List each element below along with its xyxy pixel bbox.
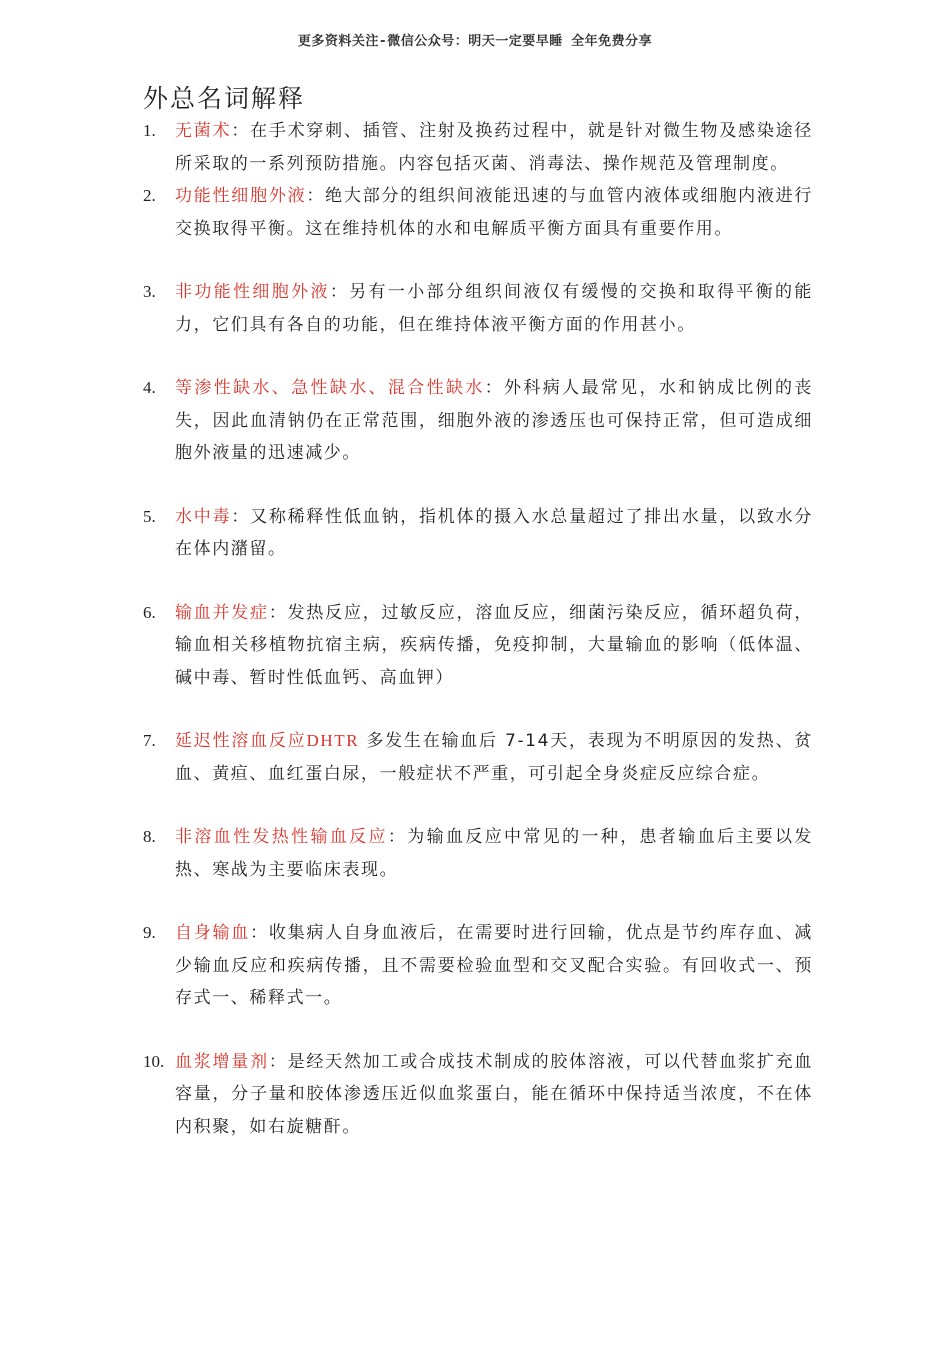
term-name: 血浆增量剂 — [175, 1051, 269, 1072]
term-name: 非溶血性发热性输血反应 — [175, 827, 388, 847]
term-separator: ： — [387, 827, 408, 847]
term-separator: ： — [484, 378, 505, 398]
glossary-item-9 — [143, 917, 813, 1015]
item-number: 10. — [143, 1051, 165, 1071]
term-separator: ： — [268, 602, 288, 623]
term-separator: ： — [329, 282, 350, 302]
item-number: 9. — [143, 923, 156, 942]
term-name: 无菌术 — [175, 121, 232, 141]
item-number: 1. — [143, 121, 156, 140]
glossary-item-6 — [143, 597, 813, 695]
glossary-item-5 — [143, 501, 813, 566]
glossary-item-10 — [143, 1046, 813, 1144]
glossary-item-3 — [143, 276, 813, 341]
item-number: 4. — [143, 378, 156, 397]
term-definition: 外科病人最常见，水和钠成比例的丧失，因此血清钠仍在正常范围，细胞外液的渗透压也可保持正常，但可造成细胞外液量的迅速减少。 — [175, 378, 813, 463]
item-number: 8. — [143, 827, 156, 846]
term-name: 非功能性细胞外液 — [175, 282, 330, 302]
glossary-item-2 — [143, 180, 813, 245]
glossary-item-7 — [143, 725, 813, 790]
item-number: 6. — [143, 602, 156, 622]
term-name: 等渗性缺水、急性缺水、混合性缺水 — [175, 378, 485, 398]
term-definition: 在手术穿刺、插管、注射及换药过程中，就是针对微生物及感染途径所采取的一系列预防措施。内容包括灭菌、消毒法、操作规范及管理制度。 — [175, 121, 813, 174]
term-abbreviation: DHTR — [306, 731, 360, 750]
term-separator: ： — [306, 186, 326, 206]
term-name: 功能性细胞外液 — [175, 186, 307, 206]
term-definition: 又称稀释性低血钠，指机体的摄入水总量超过了排出水量，以致水分在体内潴留。 — [175, 506, 813, 559]
term-name: 水中毒 — [175, 506, 232, 527]
item-number: 5. — [143, 506, 156, 526]
term-definition: 绝大部分的组织间液能迅速的与血管内液体或细胞内液进行交换取得平衡。这在维持机体的水和电解质平衡方面具有重要作用。 — [175, 186, 813, 239]
term-name: 自身输血 — [175, 923, 251, 943]
page-header-notice: 更多资料关注-微信公众号：明天一定要早睡 全年免费分享 — [297, 34, 653, 49]
glossary-item-1 — [143, 115, 813, 180]
glossary-item-8 — [143, 821, 813, 886]
item-number: 7. — [143, 731, 156, 750]
term-separator: ： — [250, 923, 269, 943]
term-definition: 为输血反应中常见的一种，患者输血后主要以发热、寒战为主要临床表现。 — [175, 827, 813, 880]
term-definition: 是经天然加工或合成技术制成的胶体溶液，可以代替血浆扩充血容量，分子量和胶体渗透压近似血浆蛋白，能在循环中保持适当浓度，不在体内积聚，如右旋糖酐。 — [175, 1051, 814, 1137]
term-definition: 收集病人自身血液后，在需要时进行回输，优点是节约库存血、减少输血反应和疾病传播，且不需要检验血型和交叉配合实验。有回收式一、预存式一、稀释式一。 — [175, 923, 813, 1008]
glossary-list — [143, 115, 813, 1143]
glossary-item-4 — [143, 372, 813, 470]
document-title: 外总名词解释 — [143, 83, 306, 113]
term-separator: ： — [268, 1051, 288, 1072]
term-name: 输血并发症 — [175, 602, 269, 623]
term-definition: 发热反应，过敏反应，溶血反应，细菌污染反应，循环超负荷，输血相关移植物抗宿主病，疾病传播，免疫抑制，大量输血的影响（低体温、碱中毒、暂时性低血钙、高血钾） — [175, 602, 814, 688]
term-separator: ： — [231, 121, 251, 141]
term-definition: 另有一小部分组织间液仅有缓慢的交换和取得平衡的能力，它们具有各自的功能，但在维持体液平衡方面的作用甚小。 — [175, 282, 813, 335]
term-separator: ： — [231, 506, 251, 527]
term-definition: 多发生在输血后 7-14天，表现为不明原因的发热、贫血、黄疸、血红蛋白尿，一般症状不严重，可引起全身炎症反应综合症。 — [175, 731, 813, 784]
term-name: 延迟性溶血反应 — [175, 731, 307, 751]
item-number: 3. — [143, 282, 156, 301]
item-number: 2. — [143, 186, 156, 205]
